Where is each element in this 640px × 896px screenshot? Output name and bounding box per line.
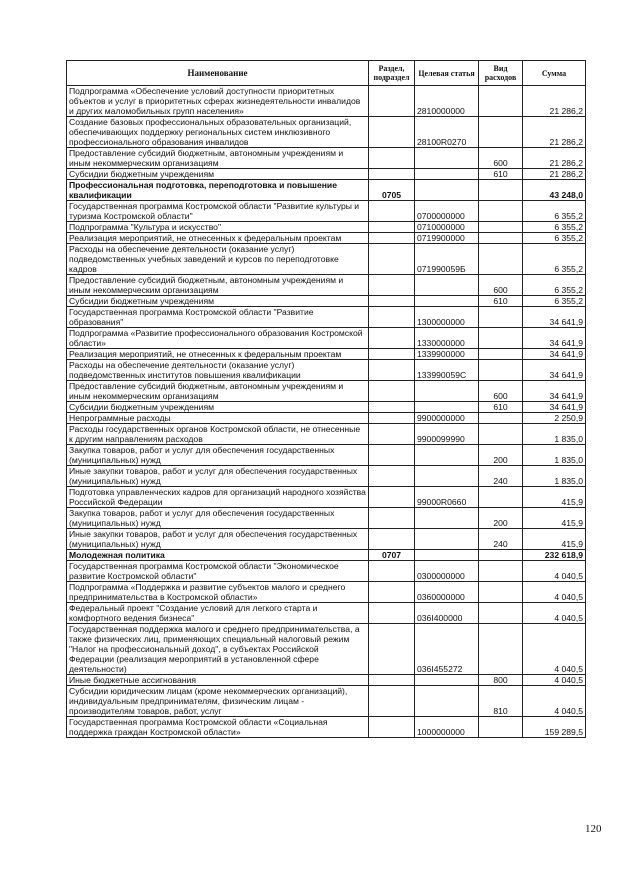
cell-name: Предоставление субсидий бюджетным, автономным учреждениям и иным некоммерческим организациям [67,275,369,296]
cell-section [369,717,415,738]
table-row [67,487,586,508]
cell-vid: 600 [479,381,523,402]
cell-section [369,307,415,328]
cell-sum: 34 641,9 [523,307,586,328]
cell-section [369,603,415,624]
cell-section [369,466,415,487]
cell-section [369,381,415,402]
cell-name: Подпрограмма «Развитие профессионального образования Костромской области» [67,328,369,349]
cell-target: 1000000000 [415,717,479,738]
cell-target [415,675,479,686]
table-row [67,717,586,738]
cell-sum: 34 641,9 [523,349,586,360]
cell-name: Создание базовых профессиональных образовательных организаций, обеспечивающих поддержку региональных систем инклюзивного профессионального образования инвалидов [67,117,369,148]
cell-target: 0300000000 [415,561,479,582]
header-section: Раздел, подраздел [369,61,415,86]
cell-target [415,686,479,717]
cell-name: Иные закупки товаров, работ и услуг для обеспечения государственных (муниципальных) нужд [67,529,369,550]
cell-section [369,222,415,233]
cell-target: 9900099990 [415,424,479,445]
cell-target: 036I455272 [415,624,479,675]
cell-target: 0700000000 [415,201,479,222]
table-row [67,349,586,360]
cell-name: Государственная программа Костромской области "Экономическое развитие Костромской области" [67,561,369,582]
cell-name: Непрограммные расходы [67,413,369,424]
cell-section [369,201,415,222]
cell-vid [479,349,523,360]
table-row [67,307,586,328]
cell-vid [479,561,523,582]
cell-name: Предоставление субсидий бюджетным, автономным учреждениям и иным некоммерческим организациям [67,381,369,402]
cell-name: Государственная программа Костромской области "Развитие образования" [67,307,369,328]
header-target: Целевая статья [415,61,479,86]
table-row [67,413,586,424]
cell-target [415,529,479,550]
cell-sum: 21 286,2 [523,117,586,148]
cell-vid [479,424,523,445]
cell-section [369,529,415,550]
cell-sum: 6 355,2 [523,233,586,244]
cell-name: Субсидии бюджетным учреждениям [67,296,369,307]
cell-section [369,413,415,424]
cell-vid: 610 [479,296,523,307]
cell-section [369,624,415,675]
cell-section [369,582,415,603]
cell-vid [479,717,523,738]
cell-vid [479,413,523,424]
cell-target [415,148,479,169]
cell-vid: 810 [479,686,523,717]
cell-sum: 415,9 [523,487,586,508]
cell-name: Государственная поддержка малого и среднего предпринимательства, а также физических лиц, применяющих специальный налоговый режим "Налог на профессиональный доход", в субъектах Российской Федерации (реализация мероприятий в установленной сфере деятельности) [67,624,369,675]
header-vid: Вид расходов [479,61,523,86]
cell-sum: 34 641,9 [523,328,586,349]
cell-vid [479,550,523,561]
table-row [67,180,586,201]
cell-sum: 159 289,5 [523,717,586,738]
table-row [67,424,586,445]
table-row [67,508,586,529]
cell-section: 0705 [369,180,415,201]
cell-section [369,86,415,117]
cell-target [415,550,479,561]
table-row [67,561,586,582]
cell-vid [479,244,523,275]
cell-vid [479,201,523,222]
table-row [67,148,586,169]
cell-name: Субсидии бюджетным учреждениям [67,169,369,180]
cell-vid [479,222,523,233]
table-row [67,445,586,466]
cell-target: 0360000000 [415,582,479,603]
cell-name: Молодежная политика [67,550,369,561]
cell-sum: 4 040,5 [523,675,586,686]
cell-sum: 43 248,0 [523,180,586,201]
cell-section [369,244,415,275]
cell-sum: 1 835,0 [523,424,586,445]
cell-target: 1330000000 [415,328,479,349]
cell-sum: 21 286,2 [523,169,586,180]
cell-sum: 21 286,2 [523,148,586,169]
cell-target [415,466,479,487]
cell-section [369,508,415,529]
table-row [67,582,586,603]
cell-section [369,487,415,508]
table-row [67,296,586,307]
cell-sum: 34 641,9 [523,402,586,413]
table-row [67,624,586,675]
cell-vid [479,624,523,675]
cell-sum: 21 286,2 [523,86,586,117]
table-row [67,328,586,349]
cell-sum: 6 355,2 [523,222,586,233]
cell-target: 1300000000 [415,307,479,328]
cell-vid: 600 [479,148,523,169]
cell-section: 0707 [369,550,415,561]
table-row [67,233,586,244]
table-row [67,550,586,561]
cell-vid [479,180,523,201]
cell-target [415,296,479,307]
table-row [67,360,586,381]
cell-sum: 1 835,0 [523,466,586,487]
cell-section [369,349,415,360]
cell-section [369,360,415,381]
cell-target: 133990059С [415,360,479,381]
cell-name: Реализация мероприятий, не отнесенных к федеральным проектам [67,349,369,360]
cell-name: Закупка товаров, работ и услуг для обеспечения государственных (муниципальных) нужд [67,445,369,466]
table-row [67,222,586,233]
table-row [67,529,586,550]
cell-target [415,402,479,413]
cell-vid: 600 [479,275,523,296]
cell-vid [479,233,523,244]
cell-vid: 200 [479,508,523,529]
cell-sum: 2 250,9 [523,413,586,424]
cell-section [369,445,415,466]
cell-section [369,675,415,686]
cell-target: 28100R0270 [415,117,479,148]
table-row [67,381,586,402]
cell-name: Субсидии юридическим лицам (кроме некоммерческих организаций), индивидуальным предпринимателям, физическим лицам - производителям товаров, работ, услуг [67,686,369,717]
cell-target: 99000R0660 [415,487,479,508]
cell-vid [479,86,523,117]
cell-name: Государственная программа Костромской области «Социальная поддержка граждан Костромской области» [67,717,369,738]
cell-section [369,233,415,244]
cell-name: Субсидии бюджетным учреждениям [67,402,369,413]
cell-section [369,117,415,148]
cell-vid [479,487,523,508]
cell-sum: 1 835,0 [523,445,586,466]
cell-section [369,296,415,307]
cell-section [369,561,415,582]
cell-name: Подготовка управленческих кадров для организаций народного хозяйства Российской Федерации [67,487,369,508]
cell-vid [479,603,523,624]
cell-sum: 34 641,9 [523,360,586,381]
cell-vid [479,582,523,603]
cell-sum: 34 641,9 [523,381,586,402]
cell-name: Подпрограмма «Обеспечение условий доступности приоритетных объектов и услуг в приоритетных сферах жизнедеятельности инвалидов и других маломобильных групп населения» [67,86,369,117]
cell-section [369,148,415,169]
cell-sum: 4 040,5 [523,624,586,675]
cell-target: 071990059Б [415,244,479,275]
cell-target [415,169,479,180]
cell-target [415,508,479,529]
table-row [67,117,586,148]
cell-name: Иные закупки товаров, работ и услуг для обеспечения государственных (муниципальных) нужд [67,466,369,487]
cell-vid: 610 [479,402,523,413]
table-row [67,201,586,222]
cell-name: Реализация мероприятий, не отнесенных к федеральным проектам [67,233,369,244]
cell-name: Федеральный проект "Создание условий для легкого старта и комфортного ведения бизнеса" [67,603,369,624]
cell-name: Предоставление субсидий бюджетным, автономным учреждениям и иным некоммерческим организациям [67,148,369,169]
cell-target: 1339900000 [415,349,479,360]
cell-sum: 4 040,5 [523,561,586,582]
cell-sum: 4 040,5 [523,603,586,624]
table-row [67,466,586,487]
table-row [67,402,586,413]
table-row [67,169,586,180]
table-row [67,244,586,275]
table-row [67,675,586,686]
cell-section [369,328,415,349]
cell-name: Государственная программа Костромской области "Развитие культуры и туризма Костромской области" [67,201,369,222]
cell-vid [479,360,523,381]
table-row [67,86,586,117]
cell-target: 9900000000 [415,413,479,424]
cell-sum: 415,9 [523,529,586,550]
cell-name: Расходы государственных органов Костромской области, не отнесенные к другим направлениям расходов [67,424,369,445]
cell-sum: 415,9 [523,508,586,529]
cell-vid [479,117,523,148]
header-name: Наименование [67,61,369,86]
cell-target [415,275,479,296]
cell-sum: 4 040,5 [523,582,586,603]
cell-section [369,169,415,180]
cell-name: Профессиональная подготовка, переподготовка и повышение квалификации [67,180,369,201]
cell-sum: 232 618,9 [523,550,586,561]
cell-target [415,445,479,466]
cell-target: 0710000000 [415,222,479,233]
cell-target: 0719900000 [415,233,479,244]
cell-sum: 6 355,2 [523,244,586,275]
cell-target: 036I400000 [415,603,479,624]
cell-vid [479,307,523,328]
cell-vid: 240 [479,529,523,550]
cell-vid: 200 [479,445,523,466]
cell-vid: 240 [479,466,523,487]
cell-vid: 610 [479,169,523,180]
cell-name: Расходы на обеспечение деятельности (оказание услуг) подведомственных институтов повышения квалификации [67,360,369,381]
cell-name: Закупка товаров, работ и услуг для обеспечения государственных (муниципальных) нужд [67,508,369,529]
cell-name: Подпрограмма "Культура и искусство" [67,222,369,233]
table-row [67,275,586,296]
cell-name: Иные бюджетные ассигнования [67,675,369,686]
cell-name: Расходы на обеспечение деятельности (оказание услуг) подведомственных учебных заведений и курсов по переподготовке кадров [67,244,369,275]
cell-sum: 6 355,2 [523,201,586,222]
cell-sum: 6 355,2 [523,296,586,307]
cell-vid [479,328,523,349]
cell-section [369,402,415,413]
budget-table [66,60,586,738]
cell-vid: 800 [479,675,523,686]
cell-name: Подпрограмма «Поддержка и развитие субъектов малого и среднего предпринимательства в Костромской области» [67,582,369,603]
table-header [67,61,586,86]
page-number: 120 [585,823,602,835]
cell-section [369,424,415,445]
cell-target [415,381,479,402]
cell-sum: 6 355,2 [523,275,586,296]
table-row [67,686,586,717]
table-row [67,603,586,624]
cell-section [369,275,415,296]
cell-target [415,180,479,201]
cell-sum: 4 040,5 [523,686,586,717]
table-body [67,86,586,738]
header-sum: Сумма [523,61,586,86]
cell-target: 2810000000 [415,86,479,117]
cell-section [369,686,415,717]
